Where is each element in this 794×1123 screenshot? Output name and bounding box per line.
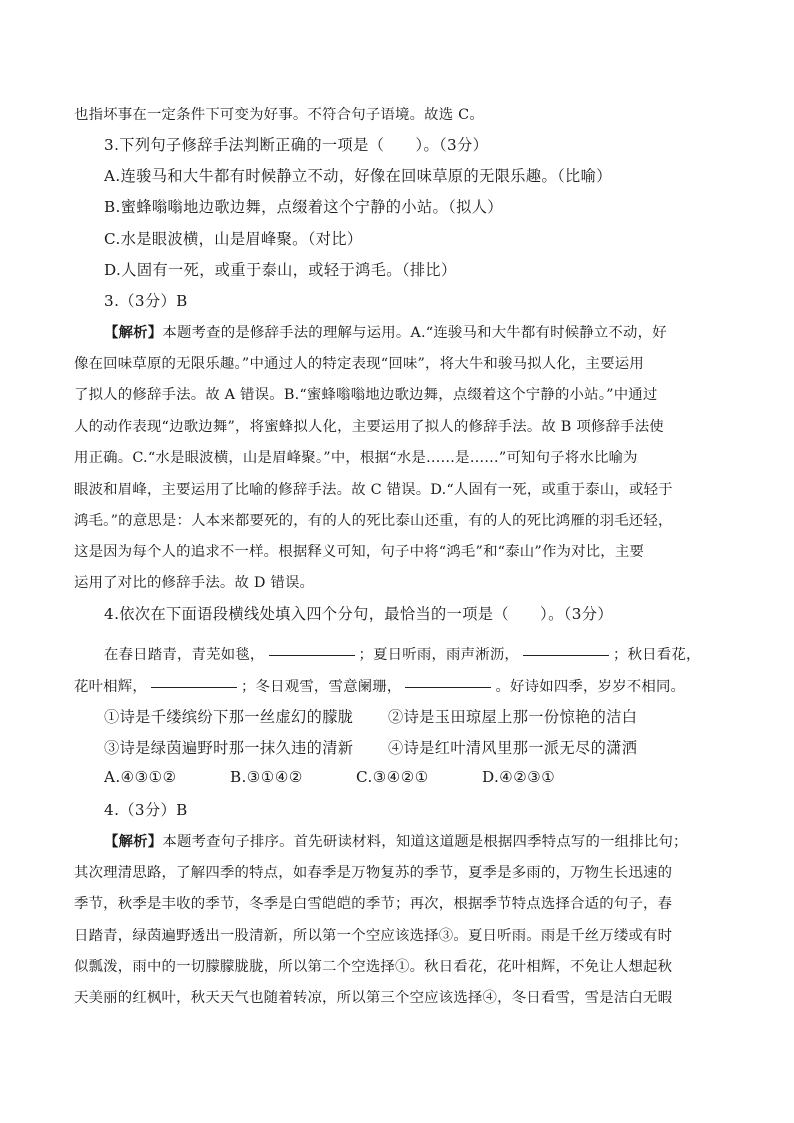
passage-text: 在春日踏青，青芜如毯， (104, 647, 265, 663)
sentence-choices-row (104, 706, 754, 727)
analysis-line: 日踏青，绿茵遍野透出一股清新，所以第一个空应该选择③。夏日听雨。雨是千丝万缕或有时 (74, 928, 673, 944)
passage-text: 花叶相辉， (74, 679, 147, 695)
analysis-line (104, 830, 754, 851)
passage-text: ；冬日观雪，雪意阑珊， (240, 679, 402, 695)
sentence-choice-4: ④诗是红叶清风里那一派无尽的潇洒 (388, 739, 638, 757)
question-4-stem: 4.依次在下面语段横线处填入四个分句，最恰当的一项是（ ）。（3分） (104, 605, 613, 623)
analysis-line: 鸿毛。”的意思是：人本来都要死的，有的人的死比泰山还重，有的人的死比鸿雁的羽毛还轻， (74, 513, 673, 529)
text-line: 也指坏事在一定条件下可变为好事。不符合句子语境。故选 C。 (74, 107, 484, 123)
analysis-line: 似瓢泼，雨中的一切朦朦胧胧，所以第二个空选择①。秋日看花，花叶相辉，不免让人想起秋 (74, 959, 673, 975)
question-3-option-a: A.连骏马和大牛都有时候静立不动，好像在回味草原的无限乐趣。（比喻） (104, 167, 612, 185)
fill-blank-3 (151, 686, 237, 688)
question-3-option-d: D.人固有一死，或重于泰山，或轻于鸿毛。（排比） (104, 261, 457, 279)
question-4-options (104, 768, 754, 786)
analysis-tag: 【解析】 (104, 833, 163, 850)
analysis-line: 眼波和眉峰，主要运用了比喻的修辞手法。故 C 错误。D.“人固有一死，或重于泰山，或轻于 (74, 482, 673, 498)
analysis-line: 了拟人的修辞手法。故 A 错误。B.“蜜蜂嗡嗡地边歌边舞，点缀着这个宁静的小站。”中通过 (74, 387, 658, 403)
analysis-line: 天美丽的红枫叶，秋天天气也随着转凉，所以第三个空应该选择④，冬日看雪，雪是洁白无暇 (74, 990, 673, 1006)
sentence-choice-2: ②诗是玉田琼屋上那一份惊艳的洁白 (388, 708, 638, 726)
analysis-line: 像在回味草原的无限乐趣。”中通过人的特定表现“回味”，将大牛和骏马拟人化，主要运用 (74, 356, 644, 372)
passage-text: ；秋日看花， (613, 647, 701, 663)
question-4-option-a: A.④③①② (104, 768, 177, 786)
analysis-line: 这是因为每个人的追求不一样。根据释义可知，句子中将“鸿毛”和“泰山”作为对比，主要 (74, 544, 645, 560)
fill-blank-2 (523, 654, 609, 656)
sentence-choice-3: ③诗是绿茵遍野时那一抹久违的清新 (104, 739, 354, 757)
passage-text: 。好诗如四季，岁岁不相同。 (495, 679, 686, 695)
passage-line (104, 643, 754, 664)
fill-blank-1 (269, 654, 355, 656)
analysis-text: 本题考查句子排序。首先研读材料，知道这道题是根据四季特点写的一组排比句； (162, 834, 688, 850)
analysis-text: 本题考查的是修辞手法的理解与运用。A.“连骏马和大牛都有时候静立不动，好 (162, 325, 667, 341)
question-3-option-b: B.蜜蜂嗡嗡地边歌边舞，点缀着这个宁静的小站。（拟人） (104, 198, 503, 216)
fill-blank-4 (405, 686, 491, 688)
question-4-answer: 4.（3分）B (104, 801, 188, 819)
analysis-line: 季节，秋季是丰收的季节，冬季是白雪皑皑的季节；再次，根据季节特点选择合适的句子，春 (74, 896, 673, 912)
passage-line (74, 675, 724, 696)
analysis-line: 运用了对比的修辞手法。故 D 错误。 (74, 575, 315, 591)
analysis-line: 其次理清思路，了解四季的特点，如春季是万物复苏的季节，夏季是多雨的，万物生长迅速的 (74, 865, 673, 881)
analysis-line: 人的动作表现“边歌边舞”，将蜜蜂拟人化，主要运用了拟人的修辞手法。故 B 项修辞手法使 (74, 419, 664, 435)
analysis-line (104, 321, 754, 342)
passage-text: ；夏日听雨，雨声淅沥， (358, 647, 519, 663)
sentence-choices-row (104, 737, 754, 758)
question-4-option-c: C.③④②① (356, 768, 429, 786)
question-3-answer: 3.（3分）B (104, 292, 188, 310)
question-3-option-c: C.水是眼波横，山是眉峰聚。（对比） (104, 230, 363, 248)
analysis-tag: 【解析】 (104, 324, 163, 341)
question-4-option-d: D.④②③① (482, 768, 556, 786)
analysis-line: 用正确。C.“水是眼波横，山是眉峰聚。”中，根据“水是……是……”可知句子将水比喻为 (74, 450, 638, 466)
question-3-stem: 3.下列句子修辞手法判断正确的一项是（ ）。（3分） (104, 136, 489, 154)
question-4-option-b: B.③①④② (230, 768, 303, 786)
sentence-choice-1: ①诗是千缕缤纷下那一丝虚幻的朦胧 (104, 708, 354, 726)
